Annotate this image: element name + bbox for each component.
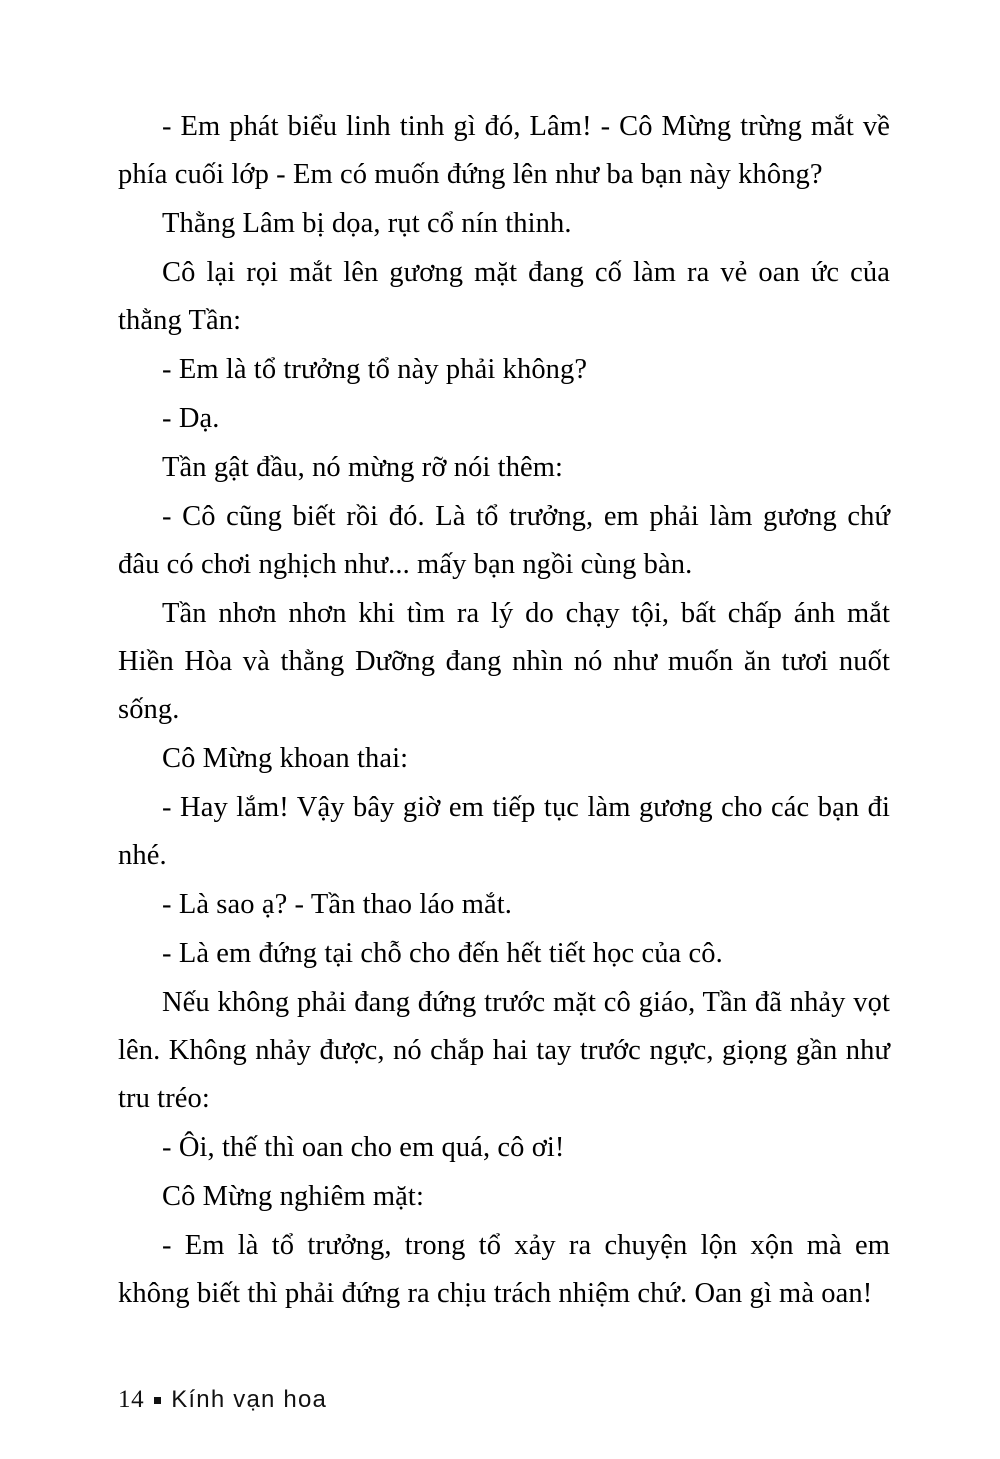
page-footer xyxy=(118,1385,327,1415)
paragraph: - Em là tổ trưởng tổ này phải không? xyxy=(162,354,588,385)
paragraph: - Em phát biểu linh tinh gì đó, Lâm! - Cô Mừng trừng mắt về phía cuối lớp - Em có muốn đứng lên như ba bạn này không? xyxy=(118,111,890,190)
paragraph: - Cô cũng biết rồi đó. Là tổ trưởng, em phải làm gương chứ đâu có chơi nghịch như... mấy bạn ngồi cùng bàn. xyxy=(118,501,890,580)
paragraph: - Dạ. xyxy=(162,403,220,434)
paragraph: - Là em đứng tại chỗ cho đến hết tiết học của cô. xyxy=(162,938,723,969)
paragraph: Tần gật đầu, nó mừng rỡ nói thêm: xyxy=(162,452,564,483)
paragraph: Cô lại rọi mắt lên gương mặt đang cố làm ra vẻ oan ức của thằng Tần: xyxy=(118,257,890,336)
page-number: 14 xyxy=(118,1386,145,1413)
paragraph: Thằng Lâm bị dọa, rụt cổ nín thinh. xyxy=(162,208,572,239)
paragraph: - Ôi, thế thì oan cho em quá, cô ơi! xyxy=(162,1132,565,1163)
paragraph: Cô Mừng nghiêm mặt: xyxy=(162,1181,424,1212)
paragraph: - Hay lắm! Vậy bây giờ em tiếp tục làm gương cho các bạn đi nhé. xyxy=(118,792,890,871)
paragraph: Nếu không phải đang đứng trước mặt cô giáo, Tần đã nhảy vọt lên. Không nhảy được, nó chắp hai tay trước ngực, giọng gần như tru tréo: xyxy=(118,987,890,1114)
paragraph: Tần nhơn nhơn khi tìm ra lý do chạy tội, bất chấp ánh mắt Hiền Hòa và thằng Dưỡng đang nhìn nó như muốn ăn tươi nuốt sống. xyxy=(118,598,890,725)
paragraph: - Em là tổ trưởng, trong tổ xảy ra chuyện lộn xộn mà em không biết thì phải đứng ra chịu trách nhiệm chứ. Oan gì mà oan! xyxy=(118,1230,890,1309)
book-title: Kính vạn hoa xyxy=(171,1386,328,1413)
square-bullet-icon xyxy=(154,1397,161,1404)
page-body-text xyxy=(118,103,890,1319)
paragraph: - Là sao ạ? - Tần thao láo mắt. xyxy=(162,889,512,920)
paragraph: Cô Mừng khoan thai: xyxy=(162,743,409,774)
